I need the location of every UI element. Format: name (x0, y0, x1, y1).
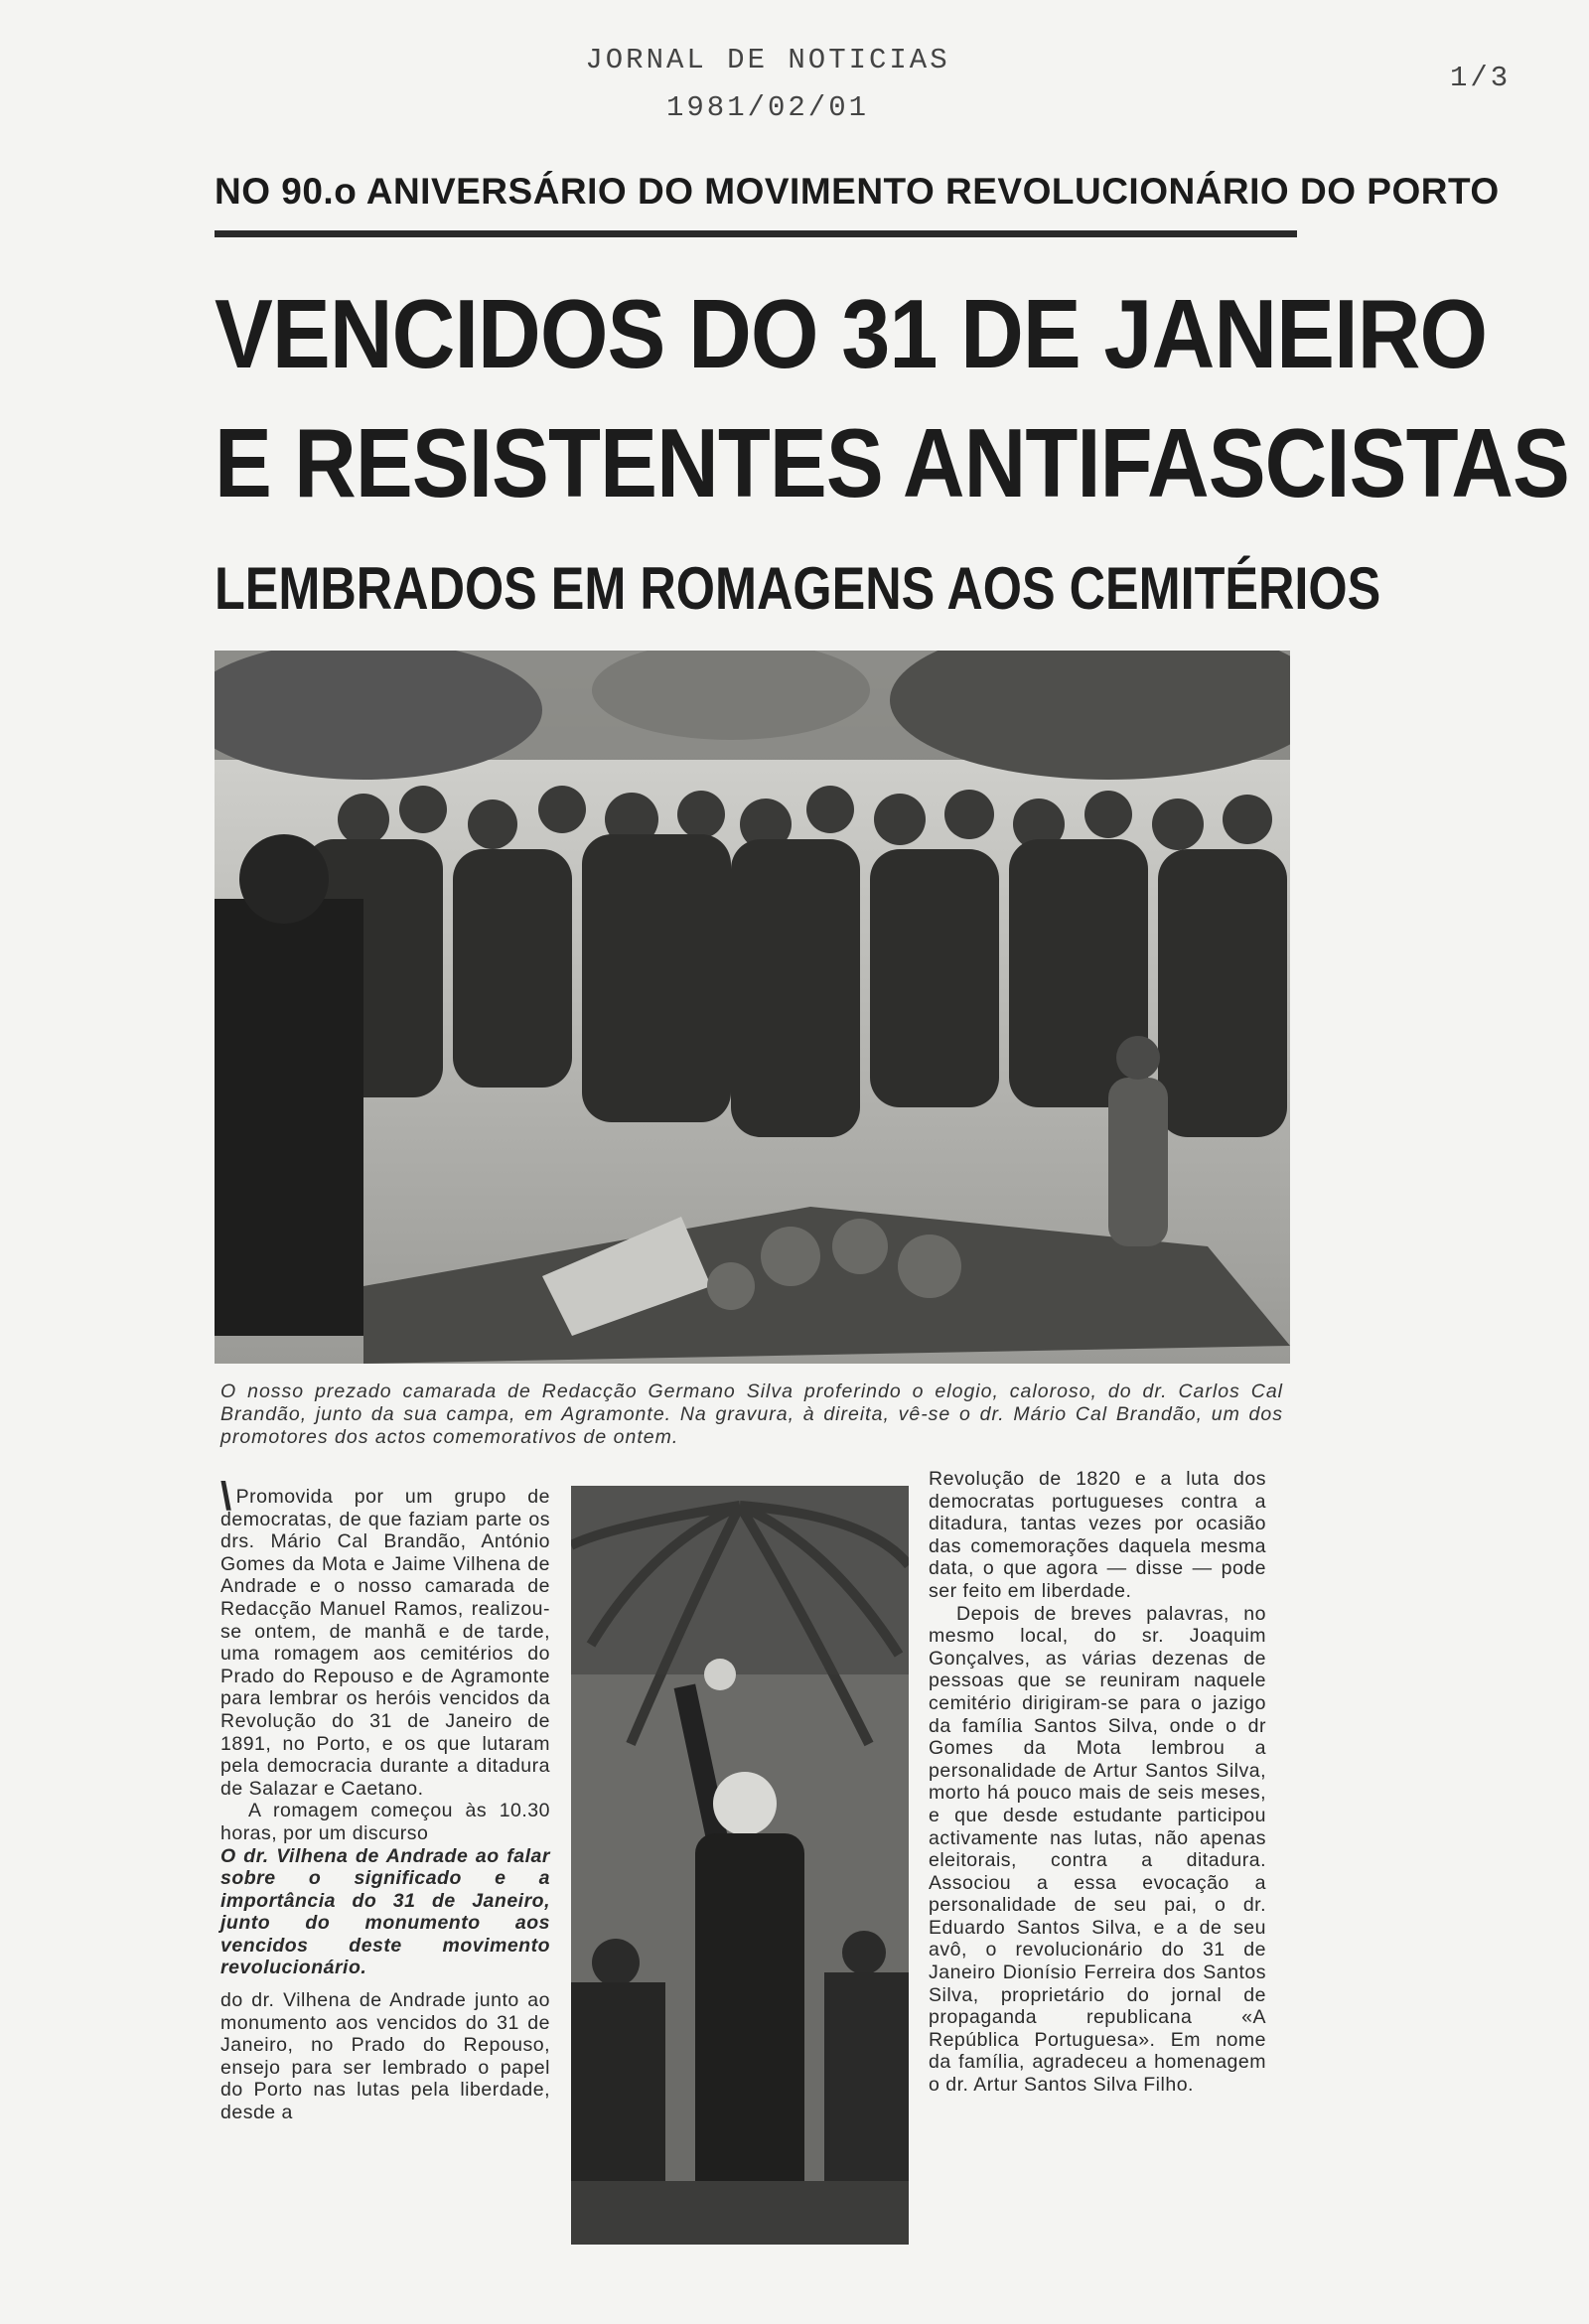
headline-line-2: E RESISTENTES ANTIFASCISTAS (215, 408, 1569, 517)
handwritten-mark: \ (220, 1475, 232, 1519)
publication-name: JORNAL DE NOTICIAS (585, 44, 950, 76)
paragraph-4: Revolução de 1820 e a luta dos democratas portugueses contra a ditadura, tantas vezes por ocasião das comemorações daquela mesma data, o que agora — disse — pode ser feito em liberdade. (929, 1468, 1266, 1602)
article-kicker: NO 90.o ANIVERSÁRIO DO MOVIMENTO REVOLUCIONÁRIO DO PORTO (215, 171, 1500, 212)
photo-caption: O nosso prezado camarada de Redacção Germano Silva proferindo o elogio, caloroso, do dr. Carlos Cal Brandão, junto da sua campa, em Agramonte. Na gravura, à direita, vê-se o dr. Mário Cal Brandão, um dos promotores dos actos comemorativos de ontem. (220, 1380, 1283, 1448)
article-column-left (220, 1475, 550, 2124)
kicker-rule (215, 230, 1297, 237)
article-column-right (929, 1468, 1266, 2097)
paragraph-1: Promovida por um grupo de democratas, de que faziam parte os drs. Mário Cal Brandão, António Gomes da Mota e Jaime Vilhena de Andrade e o nosso camarada de Redacção Manuel Ramos, realizou-se ontem, de manhã e de tarde, uma romagem aos cemitérios do Prado do Repouso e de Agramonte para lembrar os heróis vencidos da Revolução do 31 de Janeiro de 1891, no Porto, e os que lutaram pela democracia durante a ditadura de Salazar e Caetano. (220, 1486, 550, 1800)
subheadline: LEMBRADOS EM ROMAGENS AOS CEMITÉRIOS (215, 555, 1381, 622)
headline-line-1: VENCIDOS DO 31 DE JANEIRO (215, 279, 1488, 388)
publication-date: 1981/02/01 (665, 91, 870, 124)
page-number: 1/3 (1450, 62, 1512, 94)
paragraph-5: Depois de breves palavras, no mesmo local, do sr. Joaquim Gonçalves, as várias dezenas de pessoas que se reuniram naquele cemitério dirigiram-se para o jazigo da família Santos Silva, onde o dr Gomes da Mota lembrou a personalidade de Artur Santos Silva, morto há pouco mais de seis meses, e que desde estudante participou activamente nas lutas, não apenas eleitorais, contra a ditadura. Associou a essa evocação a personalidade de seu pai, o dr. Eduardo Santos Silva, e a de seu avô, o revolucionário do 31 de Janeiro Dionísio Ferreira dos Santos Silva, proprietário do jornal de propaganda republicana «A República Portuguesa». Em nome da família, agradeceu a homenagem o dr. Artur Santos Silva Filho. (929, 1602, 1266, 2097)
second-photo-speaker (571, 1486, 909, 2245)
paragraph-3: do dr. Vilhena de Andrade junto ao monumento aos vencidos do 31 de Janeiro, no Prado do Repouso, ensejo para ser lembrado o papel do Porto nas lutas pela liberdade, desde a (220, 1989, 550, 2124)
main-photo-cemetery-crowd (215, 651, 1290, 1364)
paragraph-2: A romagem começou às 10.30 horas, por um discurso (220, 1800, 550, 1844)
second-photo-caption: O dr. Vilhena de Andrade ao falar sobre o significado e a importância do 31 de Janeiro, junto do monumento aos vencidos deste movimento revolucionário. (220, 1844, 550, 1979)
